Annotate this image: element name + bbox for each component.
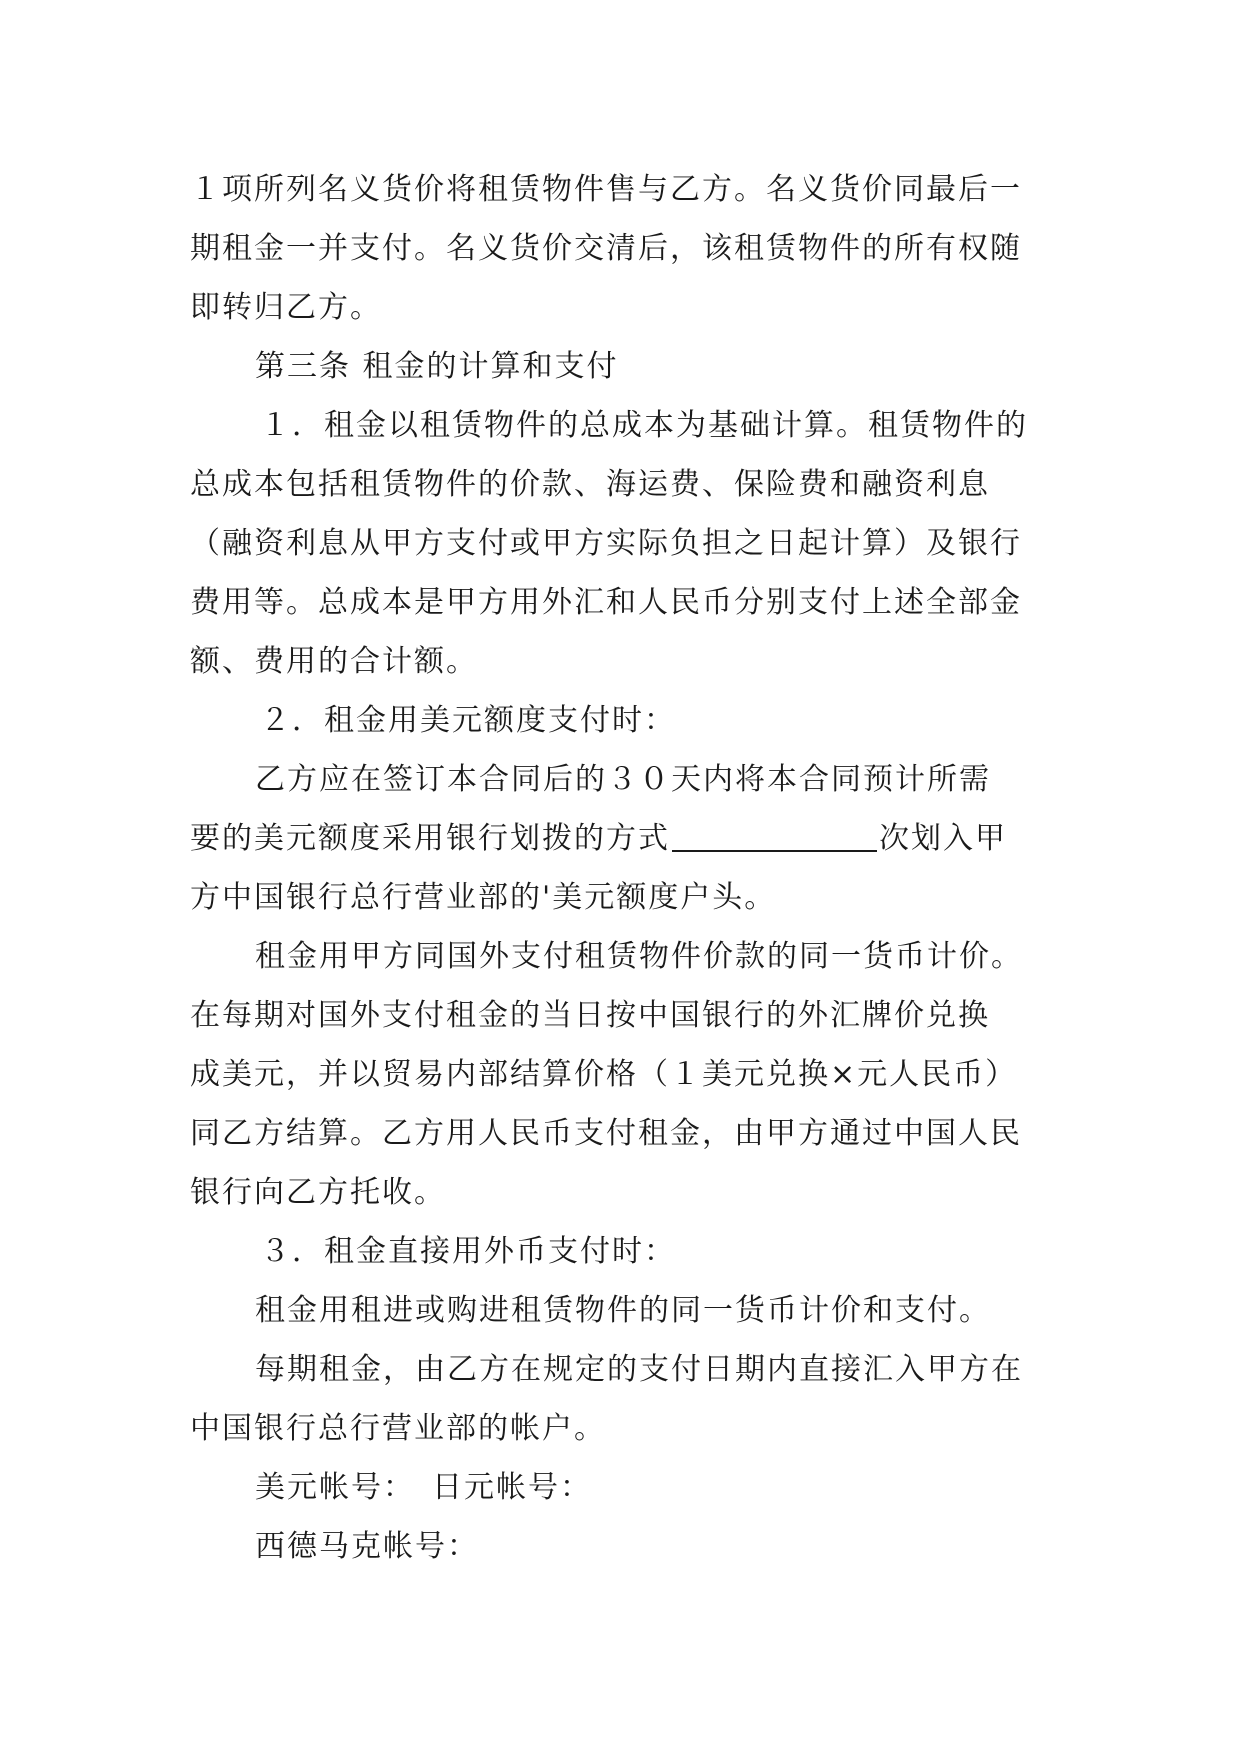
paragraph-line: 方中国银行总行营业部的'美元额度户头。 — [190, 880, 777, 915]
paragraph-text: 次划入甲 — [879, 821, 1007, 856]
paragraph-line: 在每期对国外支付租金的当日按中国银行的外汇牌价兑换 — [190, 998, 990, 1033]
paragraph-line: （融资利息从甲方支付或甲方实际负担之日起计算）及银行 — [190, 526, 1022, 561]
paragraph-line: 期租金一并支付。名义货价交清后，该租赁物件的所有权随 — [190, 231, 1022, 266]
paragraph-line: 总成本包括租赁物件的价款、海运费、保险费和融资利息 — [190, 467, 990, 502]
article-heading: 第三条 租金的计算和支付 — [255, 349, 619, 384]
account-line: 美元帐号： 日元帐号： — [255, 1470, 592, 1505]
paragraph-line: 每期租金，由乙方在规定的支付日期内直接汇入甲方在 — [255, 1352, 1023, 1387]
paragraph-line: 成美元，并以贸易内部结算价格（１美元兑换×元人民币） — [190, 1057, 1018, 1092]
paragraph-line: 乙方应在签订本合同后的３０天内将本合同预计所需 — [255, 762, 991, 797]
paragraph-line: 即转归乙方。 — [190, 290, 382, 325]
paragraph-line: １项所列名义货价将租赁物件售与乙方。名义货价同最后一 — [190, 172, 1022, 207]
paragraph-line: 租金用租进或购进租赁物件的同一货币计价和支付。 — [255, 1293, 991, 1328]
paragraph-line: 银行向乙方托收。 — [190, 1175, 446, 1210]
paragraph-line: ３．租金直接用外币支付时： — [260, 1234, 676, 1269]
paragraph-line: 额、费用的合计额。 — [190, 644, 478, 679]
paragraph-line-with-blank — [190, 809, 1060, 868]
document-body — [190, 160, 1060, 1576]
fill-in-blank — [672, 820, 877, 852]
paragraph-text: 要的美元额度采用银行划拨的方式 — [190, 821, 670, 856]
paragraph-line: 同乙方结算。乙方用人民币支付租金，由甲方通过中国人民 — [190, 1116, 1022, 1151]
paragraph-line: 中国银行总行营业部的帐户。 — [190, 1411, 606, 1446]
paragraph-line: １．租金以租赁物件的总成本为基础计算。租赁物件的 — [260, 408, 1028, 443]
account-line: 西德马克帐号： — [255, 1529, 479, 1564]
paragraph-line: 租金用甲方同国外支付租赁物件价款的同一货币计价。 — [255, 939, 1023, 974]
paragraph-line: 费用等。总成本是甲方用外汇和人民币分别支付上述全部金 — [190, 585, 1022, 620]
paragraph-line: ２．租金用美元额度支付时： — [260, 703, 676, 738]
